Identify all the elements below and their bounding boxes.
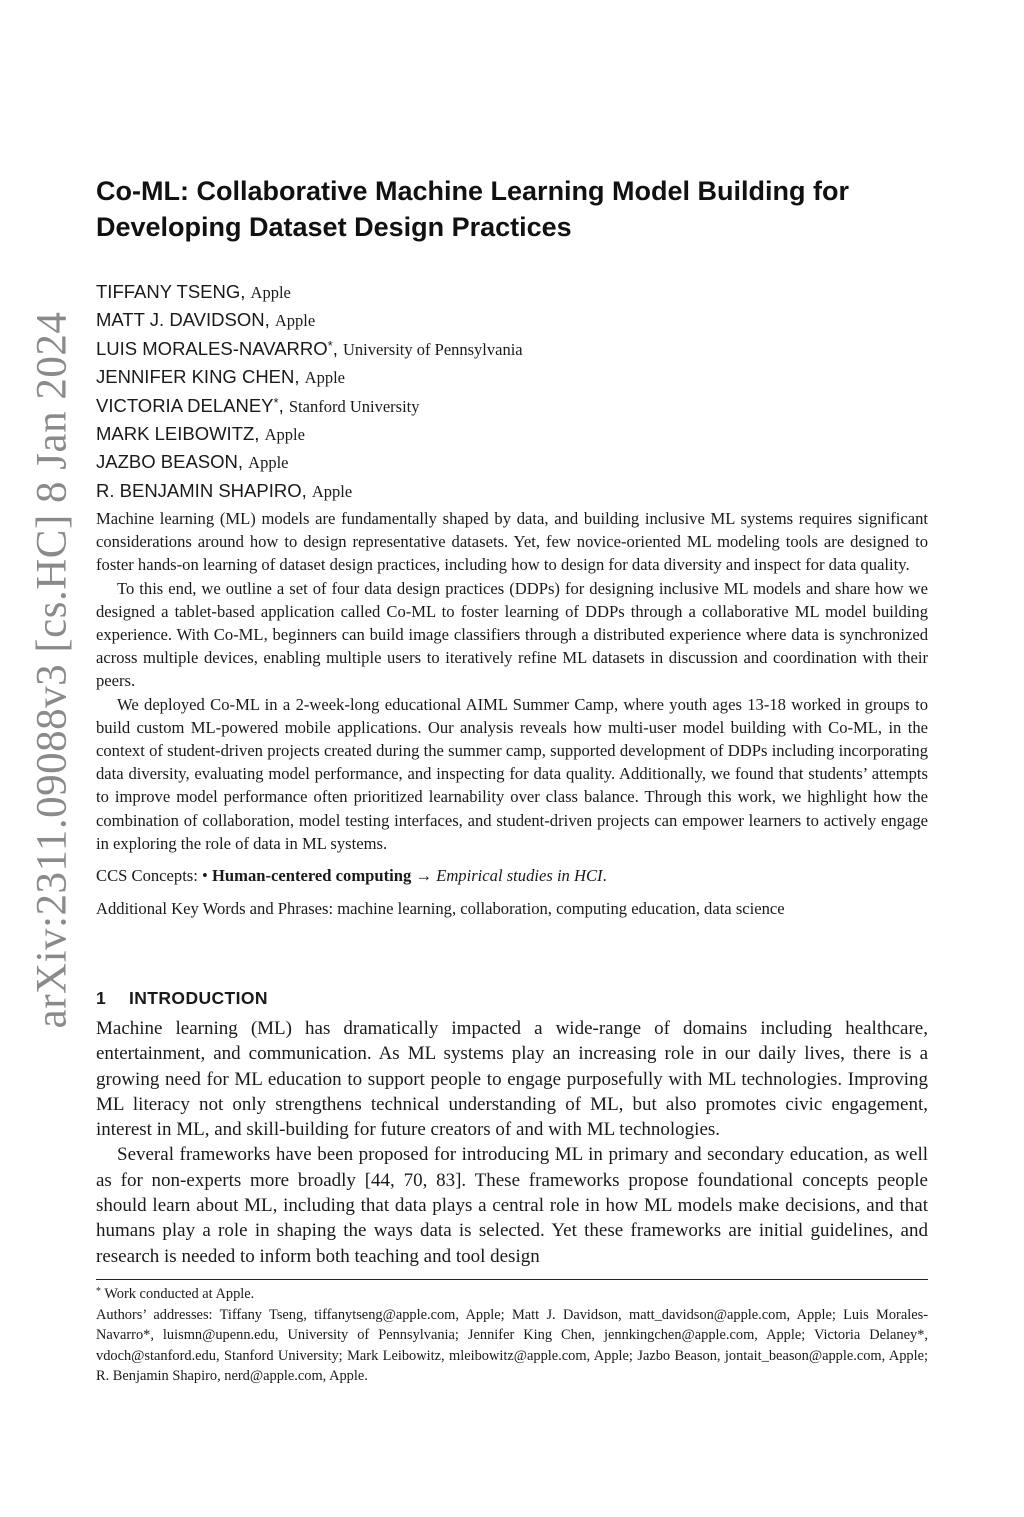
footnotes [96,1284,928,1387]
abstract-paragraph: We deployed Co-ML in a 2-week-long educational AIML Summer Camp, where youth ages 13-18 worked in groups to build custom ML-powered mobile applications. Our analysis reveals how multi-user model building with Co-ML, in the context of student-driven projects created during the summer camp, supported development of DDPs including incorporating data diversity, evaluating model performance, and inspecting for data quality. Additionally, we found that students’ attempts to improve model performance often prioritized learnability over class balance. Through this work, we highlight how the combination of collaboration, model testing interfaces, and student-driven projects can empower learners to actively engage in exploring the role of data in ML systems. [96,694,928,853]
section-title: INTRODUCTION [129,988,268,1008]
ccs-label: CCS Concepts: • [96,866,208,886]
paper-title: Co-ML: Collaborative Machine Learning Model Building for Developing Dataset Design Practices [96,176,850,242]
author-name: JAZBO BEASON [96,451,238,473]
arxiv-identifier-text: arXiv:2311.09088v3 [cs.HC] 8 Jan 2024 [28,311,76,1028]
abstract [96,507,928,920]
author-entry: JENNIFER KING CHEN, Apple [96,366,345,388]
author-affiliation: Stanford University [288,396,420,416]
body-paragraph: Several frameworks have been proposed for introducing ML in primary and secondary education, as well as for non-experts more broadly [44, 70, 83]. These frameworks propose foundational concepts people should learn about ML, including that data plays a central role in how ML models make decisions, and that humans play a role in shaping the ways data is selected. Yet these frameworks are initial guidelines, and research is needed to inform both teaching and tool design [96,1144,928,1267]
footnote-work-text: Work conducted at Apple. [104,1286,255,1302]
author-affiliation: Apple [311,481,353,501]
footnote-mark: * [96,1286,101,1297]
footnote-work-note [96,1284,928,1305]
author-name: TIFFANY TSENG [96,281,241,302]
author-entry: MARK LEIBOWITZ, Apple [96,423,305,445]
author-name: LUIS MORALES-NAVARRO [96,337,328,359]
author-mark: * [273,394,279,410]
abstract-paragraph: To this end, we outline a set of four data design practices (DDPs) for designing inclusive ML models and share how we designed a tablet-based application called Co-ML to foster learning of DDPs through a collaborative ML model building experience. With Co-ML, beginners can build image classifiers through a distributed experience where data is synchronized across multiple devices, enabling multiple users to iteratively refine ML datasets in discussion and coordination with their peers. [96,578,928,691]
author-affiliation: University of Pennsylvania [342,339,523,359]
author-entry: TIFFANY TSENG, Apple [96,281,291,302]
author-name: MARK LEIBOWITZ [96,423,255,445]
author-name: VICTORIA DELANEY [96,394,274,416]
author-entry: R. BENJAMIN SHAPIRO, Apple [96,479,353,501]
author-entry: LUIS MORALES-NAVARRO*, University of Pennsylvania [96,337,523,359]
arxiv-identifier [26,312,78,1027]
ccs-arrow: → [415,866,433,886]
keywords: Additional Key Words and Phrases: machine learning, collaboration, computing education, data science [96,899,785,919]
ccs-concepts [96,864,928,887]
author-name: MATT J. DAVIDSON [96,309,265,331]
section-number: 1 [96,988,107,1008]
author-list [96,278,523,505]
author-name: JENNIFER KING CHEN [96,366,295,388]
section-heading [96,988,268,1009]
author-affiliation: Apple [248,453,289,473]
introduction-body [96,1016,928,1269]
author-affiliation: Apple [304,368,345,388]
footnote-addresses: Authors’ addresses: Tiffany Tseng, tiffanytseng@apple.com, Apple; Matt J. Davidson, matt_davidson@apple.com, Apple; Luis Morales-Navarro*, luismn@upenn.edu, University of Pennsylvania; Jennifer King Chen, jennkingchen@apple.com, Apple; Victoria Delaney*, vdoch@stanford.edu, Stanford University; Mark Leibowitz, mleibowitz@apple.com, Apple; Jazbo Beason, jontait_beason@apple.com, Apple; R. Benjamin Shapiro, nerd@apple.com, Apple. [96,1306,928,1384]
body-paragraph: Machine learning (ML) has dramatically impacted a wide-range of domains including healthcare, entertainment, and communication. As ML systems play an increasing role in our daily lives, there is a growing need for ML education to support people to engage purposefully with ML technologies. Improving ML literacy not only strengthens technical understanding of ML, but also promotes civic engagement, interest in ML, and skill-building for future creators of and with ML technologies. [96,1018,928,1141]
ccs-subcategory: Empirical studies in HCI [436,866,603,886]
ccs-category: Human-centered computing [212,866,412,886]
author-name: R. BENJAMIN SHAPIRO [96,479,302,501]
author-entry: MATT J. DAVIDSON, Apple [96,309,316,331]
ccs-end: . [602,866,607,886]
author-entry: VICTORIA DELANEY*, Stanford University [96,394,420,416]
author-affiliation: Apple [250,283,291,302]
footnote-rule [96,1279,928,1280]
author-mark: * [327,337,333,353]
author-entry: JAZBO BEASON, Apple [96,451,289,473]
abstract-paragraph: Machine learning (ML) models are fundamentally shaped by data, and building inclusive ML systems requires significant considerations around how to design representative datasets. Yet, few novice-oriented ML modeling tools are designed to foster hands-on learning of dataset design practices, including how to design for data diversity and inspect for data quality. [96,509,928,575]
author-affiliation: Apple [264,425,305,445]
author-affiliation: Apple [274,311,316,331]
